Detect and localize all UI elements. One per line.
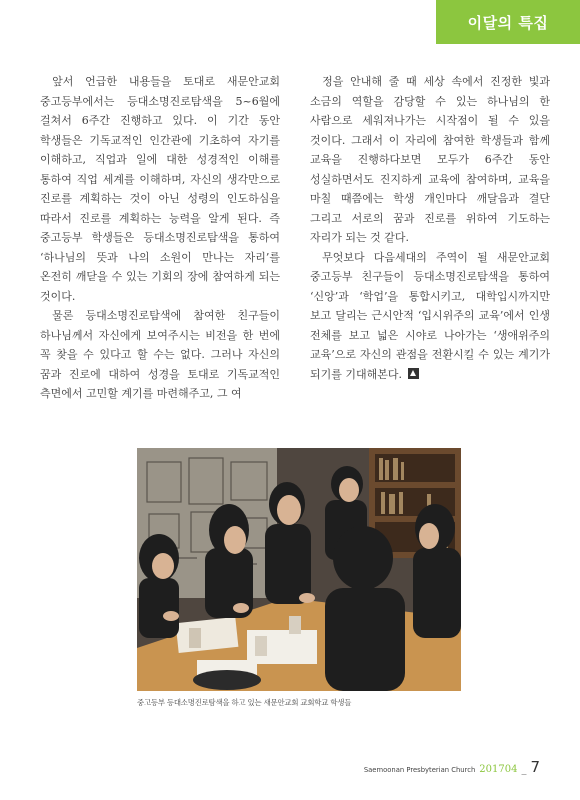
photo-caption: 중고등부 등대소명진로탐색을 하고 있는 새문안교회 교회학교 학생들 — [137, 698, 352, 707]
article-left-column — [40, 72, 280, 404]
paragraph: 물론 등대소명진로탐색에 참여한 친구들이 하나님께서 자신에게 보여주시는 비전을 한 번에 꼭 찾을 수 있다고 할 수는 없다. 그러나 자신의 꿈과 진로에 대하여 성경을 토대로 기독교적인 측면에서 고민할 계기를 마련해주고, 그 여 — [40, 309, 280, 400]
issue-number: 201704 — [479, 764, 518, 775]
paragraph: 정을 안내해 줄 때 세상 속에서 진정한 빛과 소금의 역할을 감당할 수 있는 하나님의 한 사람으로 세워져나가는 시작점이 될 수 있을 것이다. 그래서 이 자리에 참여한 학생들과 함께 교육을 진행하다보면 모두가 6주간 동안 성실하면서도 진지하게 교육에 참여하며, 교육을 마칠 때쯤에는 학생 개인마다 깨달음과 결단 그리고 서로의 꿈과 진로를 위하여 기도하는 자리가 되는 것 같다. — [310, 75, 550, 244]
students-photo — [137, 448, 461, 691]
paragraph: 앞서 언급한 내용들을 토대로 새문안교회 중고등부에서는 등대소명진로탐색을 5~6월에 걸쳐서 6주간 진행하고 있다. 이 기간 동안 학생들은 기독교적인 인간관에 기초하여 자기를 이해하고, 직업과 일에 대한 성경적인 이해를 통하여 직업 세계를 이해하며, 자신의 생각만으로 진로를 계획하는 것이 아닌 성령의 인도하심을 따라서 진로를 계획하는 능력을 알게 된다. 즉 중고등부 학생들은 등대소명진로탐색을 통하여 ‘하나님의 뜻과 나의 소원이 만나는 자리’를 온전히 깨닫을 수 있는 기회의 장에 참여하게 되는 것이다. — [40, 75, 280, 303]
paragraph-last — [310, 248, 550, 385]
church-name: Saemoonan Presbyterian Church — [363, 766, 476, 774]
footer-separator: _ — [521, 764, 527, 775]
page-footer — [364, 758, 540, 776]
article-right-column — [310, 72, 550, 384]
page-number: 7 — [530, 758, 540, 776]
section-tab: 이달의 특집 — [436, 0, 580, 44]
paragraph-text: 무엇보다 다음세대의 주역이 될 새문안교회 중고등부 친구들이 등대소명진로탐색을 통하여 ‘신앙’과 ‘학업’을 통합시키고, 대학입시까지만 보고 달리는 근시안적 ‘입시위주의 교육’에서 인생 전체를 보고 넓은 시야로 나아가는 ‘생애위주의 교육’으로 자신의 관점을 전환시킬 수 있는 계기가 되기를 기대해본다. — [310, 250, 550, 381]
end-mark-icon — [408, 368, 419, 379]
